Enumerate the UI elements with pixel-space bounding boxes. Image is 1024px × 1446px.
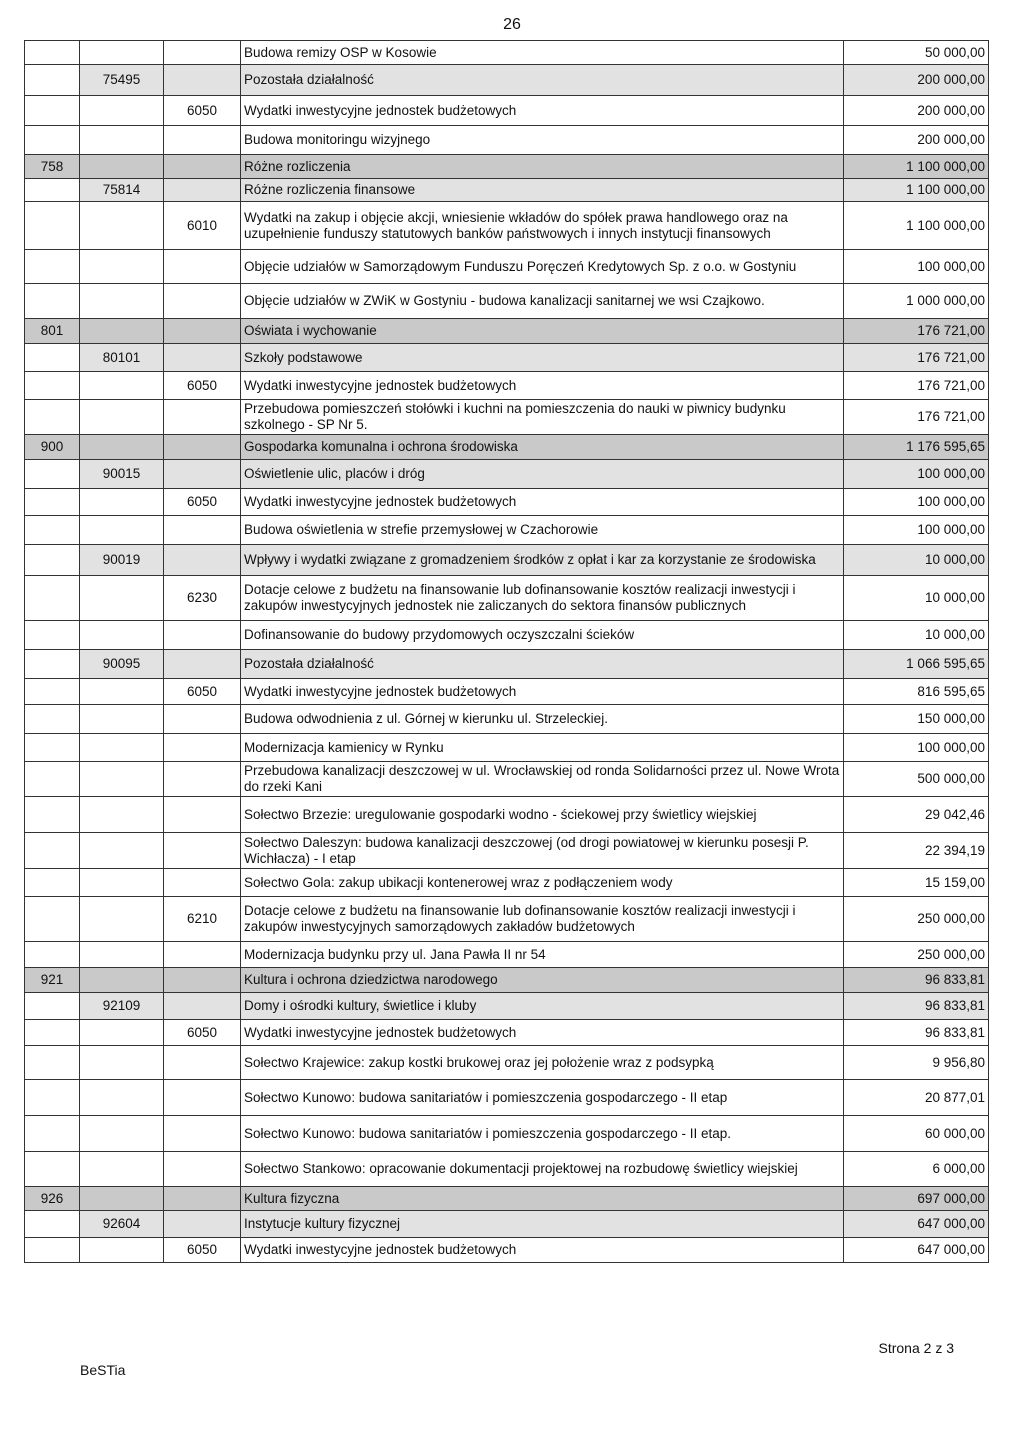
amount-cell: 250 000,00 [844, 897, 989, 942]
description-cell: Budowa remizy OSP w Kosowie [241, 41, 844, 65]
amount-cell: 816 595,65 [844, 679, 989, 705]
dzial-code-cell [25, 1238, 80, 1263]
table-row [25, 179, 989, 202]
amount-cell: 20 877,01 [844, 1080, 989, 1116]
dzial-code-cell [25, 650, 80, 679]
description-cell: Pozostała działalność [241, 65, 844, 96]
amount-cell: 100 000,00 [844, 516, 989, 545]
paragraf-code-cell: 6050 [164, 489, 241, 516]
rozdzial-code-cell [80, 126, 164, 155]
table-row [25, 993, 989, 1020]
amount-cell: 697 000,00 [844, 1187, 989, 1211]
rozdzial-code-cell [80, 96, 164, 126]
amount-cell: 176 721,00 [844, 400, 989, 435]
amount-cell: 10 000,00 [844, 545, 989, 576]
dzial-code-cell: 900 [25, 435, 80, 460]
paragraf-code-cell [164, 179, 241, 202]
dzial-code-cell [25, 489, 80, 516]
table-row [25, 516, 989, 545]
table-row [25, 372, 989, 400]
description-cell: Wydatki inwestycyjne jednostek budżetowych [241, 1238, 844, 1263]
dzial-code-cell [25, 993, 80, 1020]
rozdzial-code-cell [80, 284, 164, 319]
rozdzial-code-cell [80, 705, 164, 734]
paragraf-code-cell [164, 155, 241, 179]
dzial-code-cell [25, 250, 80, 284]
dzial-code-cell [25, 679, 80, 705]
rozdzial-code-cell [80, 869, 164, 897]
table-row [25, 41, 989, 65]
rozdzial-code-cell: 90015 [80, 460, 164, 489]
dzial-code-cell [25, 734, 80, 762]
description-cell: Oświetlenie ulic, placów i dróg [241, 460, 844, 489]
table-row [25, 650, 989, 679]
amount-cell: 176 721,00 [844, 344, 989, 372]
rozdzial-code-cell: 92604 [80, 1211, 164, 1238]
footer-page-counter: Strona 2 z 3 [878, 1340, 954, 1356]
rozdzial-code-cell: 90095 [80, 650, 164, 679]
dzial-code-cell [25, 833, 80, 869]
description-cell: Budowa odwodnienia z ul. Górnej w kierunku ul. Strzeleckiej. [241, 705, 844, 734]
rozdzial-code-cell [80, 679, 164, 705]
dzial-code-cell [25, 942, 80, 968]
paragraf-code-cell [164, 1211, 241, 1238]
dzial-code-cell [25, 344, 80, 372]
description-cell: Sołectwo Stankowo: opracowanie dokumentacji projektowej na rozbudowę świetlicy wiejskiej [241, 1152, 844, 1187]
description-cell: Dofinansowanie do budowy przydomowych oczyszczalni ścieków [241, 621, 844, 650]
amount-cell: 250 000,00 [844, 942, 989, 968]
amount-cell: 100 000,00 [844, 250, 989, 284]
table-row [25, 435, 989, 460]
description-cell: Modernizacja budynku przy ul. Jana Pawła II nr 54 [241, 942, 844, 968]
paragraf-code-cell [164, 797, 241, 833]
description-cell: Różne rozliczenia finansowe [241, 179, 844, 202]
paragraf-code-cell [164, 545, 241, 576]
amount-cell: 176 721,00 [844, 372, 989, 400]
dzial-code-cell [25, 1152, 80, 1187]
paragraf-code-cell [164, 400, 241, 435]
dzial-code-cell [25, 1116, 80, 1152]
table-row [25, 460, 989, 489]
description-cell: Sołectwo Gola: zakup ubikacji kontenerowej wraz z podłączeniem wody [241, 869, 844, 897]
dzial-code-cell [25, 797, 80, 833]
rozdzial-code-cell [80, 797, 164, 833]
amount-cell: 100 000,00 [844, 734, 989, 762]
table-row [25, 1080, 989, 1116]
description-cell: Sołectwo Brzezie: uregulowanie gospodarki wodno - ściekowej przy świetlicy wiejskiej [241, 797, 844, 833]
paragraf-code-cell [164, 250, 241, 284]
paragraf-code-cell [164, 621, 241, 650]
amount-cell: 15 159,00 [844, 869, 989, 897]
paragraf-code-cell: 6050 [164, 372, 241, 400]
dzial-code-cell [25, 1211, 80, 1238]
rozdzial-code-cell [80, 1116, 164, 1152]
description-cell: Przebudowa kanalizacji deszczowej w ul. Wrocławskiej od ronda Solidarności przez ul. Nowe Wrota do rzeki Kani [241, 762, 844, 797]
description-cell: Gospodarka komunalna i ochrona środowiska [241, 435, 844, 460]
rozdzial-code-cell [80, 155, 164, 179]
table-row [25, 319, 989, 344]
table-row [25, 1152, 989, 1187]
table-row [25, 1211, 989, 1238]
description-cell: Wydatki na zakup i objęcie akcji, wniesienie wkładów do spółek prawa handlowego oraz na uzupełnienie funduszy statutowych banków państwowych i innych instytucji finansowych [241, 202, 844, 250]
description-cell: Sołectwo Krajewice: zakup kostki brukowej oraz jej położenie wraz z podsypką [241, 1046, 844, 1080]
dzial-code-cell: 758 [25, 155, 80, 179]
page-number: 26 [503, 16, 521, 33]
amount-cell: 176 721,00 [844, 319, 989, 344]
amount-cell: 200 000,00 [844, 65, 989, 96]
amount-cell: 1 100 000,00 [844, 155, 989, 179]
amount-cell: 200 000,00 [844, 96, 989, 126]
table-row [25, 344, 989, 372]
paragraf-code-cell [164, 762, 241, 797]
rozdzial-code-cell [80, 1020, 164, 1046]
dzial-code-cell [25, 400, 80, 435]
table-row [25, 284, 989, 319]
dzial-code-cell [25, 41, 80, 65]
table-row [25, 679, 989, 705]
amount-cell: 1 100 000,00 [844, 179, 989, 202]
description-cell: Przebudowa pomieszczeń stołówki i kuchni na pomieszczenia do nauki w piwnicy budynku szkolnego - SP Nr 5. [241, 400, 844, 435]
table-row [25, 1020, 989, 1046]
amount-cell: 10 000,00 [844, 621, 989, 650]
table-row [25, 1187, 989, 1211]
rozdzial-code-cell [80, 1046, 164, 1080]
paragraf-code-cell [164, 319, 241, 344]
table-row [25, 155, 989, 179]
rozdzial-code-cell [80, 897, 164, 942]
paragraf-code-cell: 6050 [164, 1238, 241, 1263]
amount-cell: 500 000,00 [844, 762, 989, 797]
budget-table-body [25, 41, 989, 1263]
amount-cell: 96 833,81 [844, 968, 989, 993]
paragraf-code-cell [164, 1152, 241, 1187]
amount-cell: 100 000,00 [844, 460, 989, 489]
amount-cell: 1 000 000,00 [844, 284, 989, 319]
rozdzial-code-cell [80, 734, 164, 762]
paragraf-code-cell [164, 41, 241, 65]
table-row [25, 126, 989, 155]
amount-cell: 1 100 000,00 [844, 202, 989, 250]
dzial-code-cell [25, 1080, 80, 1116]
dzial-code-cell: 921 [25, 968, 80, 993]
dzial-code-cell [25, 284, 80, 319]
dzial-code-cell [25, 621, 80, 650]
amount-cell: 647 000,00 [844, 1211, 989, 1238]
table-row [25, 797, 989, 833]
paragraf-code-cell: 6050 [164, 96, 241, 126]
dzial-code-cell [25, 545, 80, 576]
paragraf-code-cell [164, 344, 241, 372]
amount-cell: 96 833,81 [844, 1020, 989, 1046]
description-cell: Wydatki inwestycyjne jednostek budżetowych [241, 1020, 844, 1046]
description-cell: Różne rozliczenia [241, 155, 844, 179]
table-row [25, 65, 989, 96]
description-cell: Budowa monitoringu wizyjnego [241, 126, 844, 155]
dzial-code-cell [25, 516, 80, 545]
description-cell: Sołectwo Kunowo: budowa sanitariatów i pomieszczenia gospodarczego - II etap [241, 1080, 844, 1116]
description-cell: Dotacje celowe z budżetu na finansowanie lub dofinansowanie kosztów realizacji inwestycji i zakupów inwestycyjnych samorządowych zakładów budżetowych [241, 897, 844, 942]
rozdzial-code-cell [80, 1187, 164, 1211]
description-cell: Instytucje kultury fizycznej [241, 1211, 844, 1238]
paragraf-code-cell [164, 705, 241, 734]
paragraf-code-cell: 6230 [164, 576, 241, 621]
rozdzial-code-cell [80, 833, 164, 869]
rozdzial-code-cell: 80101 [80, 344, 164, 372]
description-cell: Modernizacja kamienicy w Rynku [241, 734, 844, 762]
rozdzial-code-cell: 75495 [80, 65, 164, 96]
description-cell: Wydatki inwestycyjne jednostek budżetowych [241, 372, 844, 400]
description-cell: Domy i ośrodki kultury, świetlice i kluby [241, 993, 844, 1020]
paragraf-code-cell: 6050 [164, 679, 241, 705]
rozdzial-code-cell: 75814 [80, 179, 164, 202]
description-cell: Objęcie udziałów w ZWiK w Gostyniu - budowa kanalizacji sanitarnej we wsi Czajkowo. [241, 284, 844, 319]
dzial-code-cell [25, 202, 80, 250]
rozdzial-code-cell [80, 942, 164, 968]
dzial-code-cell [25, 705, 80, 734]
table-row [25, 621, 989, 650]
table-row [25, 869, 989, 897]
table-row [25, 942, 989, 968]
paragraf-code-cell: 6010 [164, 202, 241, 250]
paragraf-code-cell [164, 1116, 241, 1152]
rozdzial-code-cell [80, 1080, 164, 1116]
rozdzial-code-cell [80, 762, 164, 797]
paragraf-code-cell [164, 942, 241, 968]
amount-cell: 10 000,00 [844, 576, 989, 621]
table-row [25, 400, 989, 435]
paragraf-code-cell [164, 1080, 241, 1116]
table-row [25, 1238, 989, 1263]
paragraf-code-cell: 6210 [164, 897, 241, 942]
table-row [25, 576, 989, 621]
footer-software-label: BeSTia [80, 1362, 126, 1378]
amount-cell: 50 000,00 [844, 41, 989, 65]
table-row [25, 489, 989, 516]
paragraf-code-cell [164, 833, 241, 869]
paragraf-code-cell [164, 968, 241, 993]
amount-cell: 6 000,00 [844, 1152, 989, 1187]
dzial-code-cell: 926 [25, 1187, 80, 1211]
amount-cell: 647 000,00 [844, 1238, 989, 1263]
description-cell: Dotacje celowe z budżetu na finansowanie lub dofinansowanie kosztów realizacji inwestycji i zakupów inwestycyjnych jednostek nie zaliczanych do sektora finansów publicznych [241, 576, 844, 621]
paragraf-code-cell [164, 993, 241, 1020]
table-row [25, 897, 989, 942]
dzial-code-cell [25, 1020, 80, 1046]
amount-cell: 96 833,81 [844, 993, 989, 1020]
dzial-code-cell: 801 [25, 319, 80, 344]
description-cell: Wpływy i wydatki związane z gromadzeniem środków z opłat i kar za korzystanie ze środowiska [241, 545, 844, 576]
rozdzial-code-cell [80, 41, 164, 65]
amount-cell: 1 176 595,65 [844, 435, 989, 460]
paragraf-code-cell [164, 734, 241, 762]
amount-cell: 200 000,00 [844, 126, 989, 155]
paragraf-code-cell [164, 435, 241, 460]
paragraf-code-cell [164, 1046, 241, 1080]
table-row [25, 545, 989, 576]
amount-cell: 60 000,00 [844, 1116, 989, 1152]
description-cell: Sołectwo Daleszyn: budowa kanalizacji deszczowej (od drogi powiatowej w kierunku posesji P. Wichłacza) - I etap [241, 833, 844, 869]
table-row [25, 734, 989, 762]
description-cell: Wydatki inwestycyjne jednostek budżetowych [241, 679, 844, 705]
rozdzial-code-cell [80, 516, 164, 545]
dzial-code-cell [25, 460, 80, 489]
rozdzial-code-cell [80, 435, 164, 460]
amount-cell: 150 000,00 [844, 705, 989, 734]
table-row [25, 833, 989, 869]
paragraf-code-cell [164, 869, 241, 897]
rozdzial-code-cell [80, 968, 164, 993]
paragraf-code-cell [164, 650, 241, 679]
table-row [25, 250, 989, 284]
table-row [25, 202, 989, 250]
dzial-code-cell [25, 179, 80, 202]
table-row [25, 968, 989, 993]
table-row [25, 1046, 989, 1080]
paragraf-code-cell [164, 65, 241, 96]
paragraf-code-cell [164, 126, 241, 155]
description-cell: Objęcie udziałów w Samorządowym Funduszu Poręczeń Kredytowych Sp. z o.o. w Gostyniu [241, 250, 844, 284]
rozdzial-code-cell [80, 1152, 164, 1187]
amount-cell: 29 042,46 [844, 797, 989, 833]
amount-cell: 100 000,00 [844, 489, 989, 516]
rozdzial-code-cell [80, 319, 164, 344]
table-row [25, 705, 989, 734]
rozdzial-code-cell [80, 621, 164, 650]
rozdzial-code-cell [80, 372, 164, 400]
amount-cell: 22 394,19 [844, 833, 989, 869]
rozdzial-code-cell [80, 1238, 164, 1263]
dzial-code-cell [25, 576, 80, 621]
dzial-code-cell [25, 1046, 80, 1080]
amount-cell: 9 956,80 [844, 1046, 989, 1080]
rozdzial-code-cell: 90019 [80, 545, 164, 576]
description-cell: Kultura fizyczna [241, 1187, 844, 1211]
rozdzial-code-cell [80, 400, 164, 435]
paragraf-code-cell [164, 1187, 241, 1211]
description-cell: Pozostała działalność [241, 650, 844, 679]
rozdzial-code-cell [80, 576, 164, 621]
table-row [25, 96, 989, 126]
description-cell: Kultura i ochrona dziedzictwa narodowego [241, 968, 844, 993]
rozdzial-code-cell [80, 202, 164, 250]
description-cell: Budowa oświetlenia w strefie przemysłowej w Czachorowie [241, 516, 844, 545]
rozdzial-code-cell [80, 489, 164, 516]
dzial-code-cell [25, 897, 80, 942]
table-row [25, 762, 989, 797]
description-cell: Szkoły podstawowe [241, 344, 844, 372]
dzial-code-cell [25, 65, 80, 96]
description-cell: Oświata i wychowanie [241, 319, 844, 344]
dzial-code-cell [25, 96, 80, 126]
budget-table [24, 40, 989, 1263]
amount-cell: 1 066 595,65 [844, 650, 989, 679]
description-cell: Sołectwo Kunowo: budowa sanitariatów i pomieszczenia gospodarczego - II etap. [241, 1116, 844, 1152]
dzial-code-cell [25, 762, 80, 797]
dzial-code-cell [25, 372, 80, 400]
paragraf-code-cell [164, 284, 241, 319]
paragraf-code-cell [164, 460, 241, 489]
rozdzial-code-cell [80, 250, 164, 284]
paragraf-code-cell [164, 516, 241, 545]
dzial-code-cell [25, 869, 80, 897]
table-row [25, 1116, 989, 1152]
description-cell: Wydatki inwestycyjne jednostek budżetowych [241, 96, 844, 126]
paragraf-code-cell: 6050 [164, 1020, 241, 1046]
rozdzial-code-cell: 92109 [80, 993, 164, 1020]
description-cell: Wydatki inwestycyjne jednostek budżetowych [241, 489, 844, 516]
dzial-code-cell [25, 126, 80, 155]
